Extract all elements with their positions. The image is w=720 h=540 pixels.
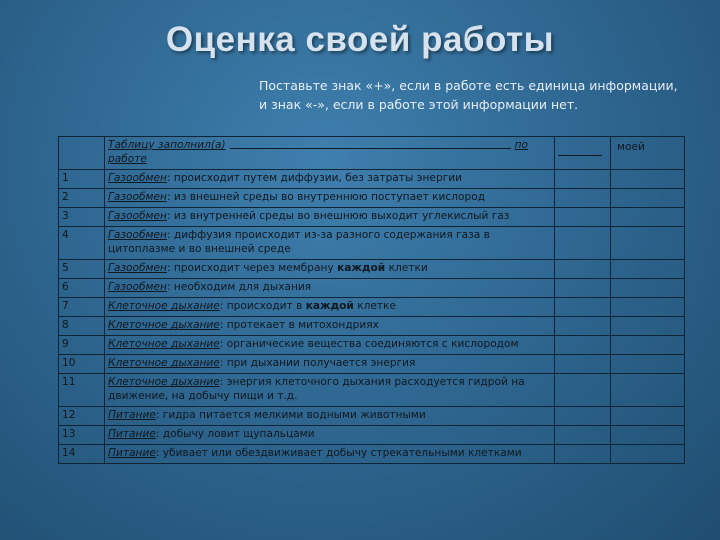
row-term: Газообмен — [108, 262, 167, 274]
mark-cell[interactable] — [555, 317, 611, 336]
instructions-line-1: Поставьте знак «+», если в работе есть единица информации, — [259, 78, 678, 93]
row-number: 6 — [59, 279, 105, 298]
row-number: 10 — [59, 355, 105, 374]
mark-cell-2[interactable] — [611, 170, 685, 189]
table-row — [59, 426, 685, 445]
row-text-end: клетки — [385, 262, 428, 274]
row-statement — [105, 445, 555, 464]
row-statement — [105, 426, 555, 445]
header-text-cell — [105, 137, 555, 170]
table-row — [59, 336, 685, 355]
table-header-row — [59, 137, 685, 170]
row-term: Клеточное дыхание — [108, 319, 220, 331]
row-term: Питание — [108, 447, 156, 459]
row-text: : диффузия происходит из-за разного содержания газа в цитоплазме и во внешней среде — [108, 229, 490, 255]
mark-cell-2[interactable] — [611, 407, 685, 426]
mark-cell-2[interactable] — [611, 374, 685, 407]
row-number: 13 — [59, 426, 105, 445]
row-text: : добычу ловит щупальцами — [155, 428, 315, 440]
row-number: 14 — [59, 445, 105, 464]
row-number: 4 — [59, 227, 105, 260]
row-text: : из внутренней среды во внешнюю выходит углекислый газ — [166, 210, 510, 222]
row-term: Газообмен — [108, 210, 167, 222]
table-row — [59, 445, 685, 464]
moei-label: моей — [617, 141, 645, 153]
table-row — [59, 407, 685, 426]
row-emphasis: каждой — [337, 262, 386, 274]
row-statement — [105, 170, 555, 189]
mark-cell[interactable] — [555, 189, 611, 208]
row-text: : происходит путем диффузии, без затраты энергии — [166, 172, 463, 184]
mark-cell[interactable] — [555, 279, 611, 298]
row-text: : энергия клеточного дыхания расходуется гидрой на движение, на добычу пищи и т.д. — [108, 376, 525, 402]
name-underline — [230, 138, 511, 149]
row-term: Питание — [108, 409, 156, 421]
row-statement — [105, 189, 555, 208]
mark-cell-2[interactable] — [611, 355, 685, 374]
row-term: Газообмен — [108, 229, 167, 241]
mark-cell-2[interactable] — [611, 426, 685, 445]
row-text: : гидра питается мелкими водными животными — [155, 409, 426, 421]
header-moei-cell — [611, 137, 685, 170]
table-row — [59, 227, 685, 260]
table-row — [59, 298, 685, 317]
row-statement — [105, 298, 555, 317]
row-term: Газообмен — [108, 172, 167, 184]
row-text: : протекает в митохондриях — [219, 319, 379, 331]
row-number: 5 — [59, 260, 105, 279]
blank-underline — [558, 143, 602, 156]
mark-cell[interactable] — [555, 260, 611, 279]
rabote-label: работе — [108, 153, 147, 165]
row-term: Газообмен — [108, 191, 167, 203]
row-number: 1 — [59, 170, 105, 189]
table-row — [59, 208, 685, 227]
row-emphasis: каждой — [305, 300, 354, 312]
self-assessment-table — [58, 136, 685, 464]
table-row — [59, 189, 685, 208]
mark-cell-2[interactable] — [611, 208, 685, 227]
row-term: Клеточное дыхание — [108, 338, 220, 350]
table-row — [59, 279, 685, 298]
mark-cell-2[interactable] — [611, 336, 685, 355]
mark-cell[interactable] — [555, 170, 611, 189]
header-num-cell — [59, 137, 105, 170]
row-statement — [105, 355, 555, 374]
row-number: 8 — [59, 317, 105, 336]
mark-cell-2[interactable] — [611, 298, 685, 317]
mark-cell[interactable] — [555, 227, 611, 260]
mark-cell-2[interactable] — [611, 445, 685, 464]
row-text-end: клетке — [353, 300, 396, 312]
po-label: по — [514, 139, 528, 151]
row-number: 9 — [59, 336, 105, 355]
row-term: Клеточное дыхание — [108, 357, 220, 369]
instructions-line-2: и знак «-», если в работе этой информации нет. — [259, 97, 579, 112]
mark-cell[interactable] — [555, 374, 611, 407]
filled-by-label: Таблицу заполнил(а) — [108, 139, 226, 151]
mark-cell[interactable] — [555, 407, 611, 426]
row-text: : органические вещества соединяются с кислородом — [219, 338, 519, 350]
row-statement — [105, 317, 555, 336]
row-text: : убивает или обездвиживает добычу стрекательными клетками — [155, 447, 522, 459]
mark-cell[interactable] — [555, 426, 611, 445]
mark-cell[interactable] — [555, 298, 611, 317]
row-statement — [105, 227, 555, 260]
mark-cell-2[interactable] — [611, 260, 685, 279]
row-term: Газообмен — [108, 281, 167, 293]
mark-cell[interactable] — [555, 336, 611, 355]
row-text: : при дыхании получается энергия — [219, 357, 416, 369]
row-text: : происходит в — [219, 300, 306, 312]
mark-cell-2[interactable] — [611, 189, 685, 208]
row-statement — [105, 407, 555, 426]
mark-cell[interactable] — [555, 445, 611, 464]
row-term: Клеточное дыхание — [108, 376, 220, 388]
row-statement — [105, 279, 555, 298]
row-text: : необходим для дыхания — [166, 281, 312, 293]
table-row — [59, 355, 685, 374]
row-statement — [105, 374, 555, 407]
row-text: : из внешней среды во внутреннюю поступает кислород — [166, 191, 486, 203]
page-title: Оценка своей работы — [165, 20, 555, 59]
mark-cell-2[interactable] — [611, 279, 685, 298]
row-term: Питание — [108, 428, 156, 440]
mark-cell[interactable] — [555, 355, 611, 374]
row-term: Клеточное дыхание — [108, 300, 220, 312]
table-row — [59, 317, 685, 336]
mark-cell-2[interactable] — [611, 317, 685, 336]
row-statement — [105, 260, 555, 279]
mark-cell-2[interactable] — [611, 227, 685, 260]
row-number: 12 — [59, 407, 105, 426]
table-row — [59, 260, 685, 279]
table-row — [59, 374, 685, 407]
row-number: 11 — [59, 374, 105, 407]
header-blank-cell[interactable] — [555, 137, 611, 170]
instructions — [259, 76, 709, 114]
row-statement — [105, 336, 555, 355]
mark-cell[interactable] — [555, 208, 611, 227]
row-text: : происходит через мембрану — [166, 262, 338, 274]
row-statement — [105, 208, 555, 227]
row-number: 2 — [59, 189, 105, 208]
table-row — [59, 170, 685, 189]
row-number: 3 — [59, 208, 105, 227]
row-number: 7 — [59, 298, 105, 317]
